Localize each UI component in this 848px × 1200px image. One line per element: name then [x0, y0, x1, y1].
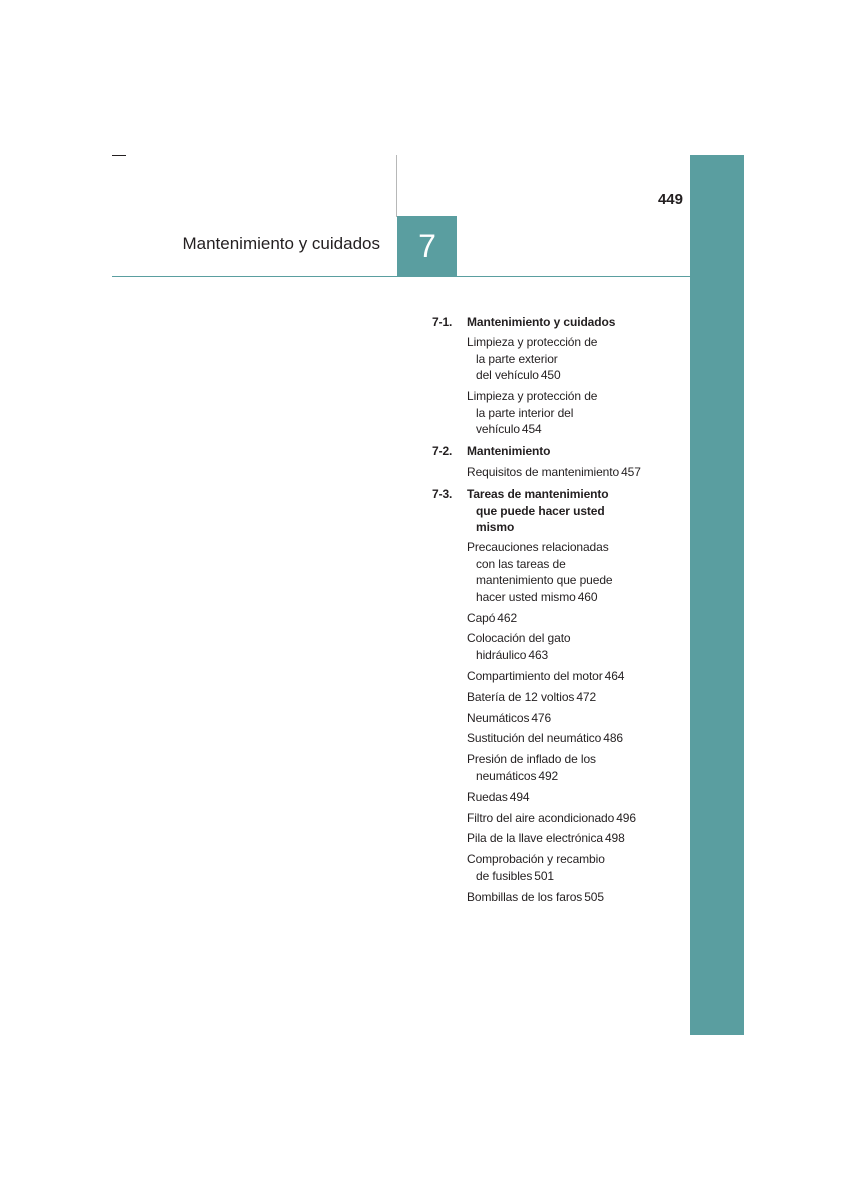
toc-entry-label: Compartimiento del motor [467, 668, 603, 683]
toc-section-title-line: Mantenimiento [467, 444, 551, 459]
toc-entry-last-line [467, 647, 654, 663]
toc-entry-line: mantenimiento que puede [476, 573, 613, 588]
toc-entry-last-line [467, 421, 654, 437]
toc-entry-label: Pila de la llave electrónica [467, 831, 603, 846]
toc-entry[interactable] [467, 630, 654, 663]
toc-entry[interactable] [467, 388, 654, 437]
toc-entry-page: 454 [521, 421, 542, 436]
toc-entry[interactable] [467, 830, 654, 846]
toc-entry[interactable] [467, 464, 654, 480]
toc-entry-last-line [467, 589, 654, 605]
toc-entry-last-line [467, 464, 654, 480]
toc-entry[interactable] [467, 789, 654, 805]
page-number: 449 [657, 191, 683, 208]
chapter-title: Mantenimiento y cuidados [182, 234, 380, 253]
toc-entry-label: Filtro del aire acondicionado [467, 810, 615, 825]
toc-entry-label: Requisitos de mantenimiento [467, 464, 620, 479]
toc-entry[interactable] [467, 334, 654, 383]
toc-entry-label: hidráulico [476, 647, 527, 662]
toc-entry-line: Presión de inflado de los [467, 752, 596, 767]
toc-entry-label: Neumáticos [467, 710, 530, 725]
toc-section-title-line: mismo [476, 519, 515, 534]
toc-entry-line: Comprobación y recambio [467, 852, 605, 867]
toc-section-title-line: Mantenimiento y cuidados [467, 315, 616, 329]
toc-section-heading [432, 443, 654, 459]
header-rule [112, 276, 690, 277]
toc-entry[interactable] [467, 710, 654, 726]
toc-entry-page: 460 [577, 589, 598, 604]
toc-section-heading [432, 486, 654, 535]
toc-entry-label: Capó [467, 610, 496, 625]
toc-section-title [467, 443, 654, 459]
toc-section-number: 7-3. [432, 487, 453, 502]
toc-entry-label: Batería de 12 voltios [467, 689, 575, 704]
toc-entry-line: Colocación del gato [467, 631, 571, 646]
toc-entry-label: vehículo [476, 421, 520, 436]
toc-entry-page: 496 [616, 810, 636, 825]
toc-entry[interactable] [467, 610, 654, 626]
toc-entry-last-line [467, 689, 654, 705]
toc-entry-page: 486 [603, 731, 623, 746]
toc-entry-page: 457 [621, 464, 641, 479]
toc-section-number: 7-1. [432, 315, 453, 329]
chapter-side-tab [690, 155, 744, 1035]
toc-entry[interactable] [467, 689, 654, 705]
toc-entry[interactable] [467, 751, 654, 784]
toc-entry-page: 464 [604, 668, 625, 683]
toc-entry-last-line [467, 810, 654, 826]
toc-entry-page: 498 [604, 831, 625, 846]
toc-section-title-line: Tareas de mantenimiento [467, 487, 609, 502]
toc-entry-line: la parte exterior [476, 351, 558, 366]
toc-section-heading [432, 314, 654, 330]
toc-entry-last-line [467, 730, 654, 746]
table-of-contents [432, 314, 654, 910]
toc-entry-line: con las tareas de [476, 556, 566, 571]
toc-entry-label: Bombillas de los faros [467, 889, 583, 904]
toc-section-title [467, 486, 654, 535]
toc-entry-last-line [467, 868, 654, 884]
toc-entry-page: 472 [576, 689, 597, 704]
toc-entry-line: Limpieza y protección de [467, 335, 598, 350]
toc-section-title [467, 314, 654, 330]
toc-entry-page: 494 [509, 789, 530, 804]
toc-entry-label: de fusibles [476, 868, 533, 883]
toc-entry-page: 476 [531, 710, 552, 725]
toc-entry-line: Limpieza y protección de [467, 389, 598, 404]
toc-entry-last-line [467, 768, 654, 784]
toc-entry-last-line [467, 710, 654, 726]
toc-entry[interactable] [467, 889, 654, 905]
toc-entry-label: Ruedas [467, 789, 508, 804]
toc-entry-page: 505 [584, 889, 604, 904]
toc-entry-page: 450 [540, 368, 561, 383]
toc-entry-last-line [467, 668, 654, 684]
toc-entry-label: neumáticos [476, 768, 537, 783]
crop-mark-top-left [112, 155, 126, 156]
toc-entry-page: 492 [538, 768, 559, 783]
chapter-number-box [397, 216, 457, 276]
toc-entry[interactable] [467, 810, 654, 826]
toc-entry-page: 462 [497, 610, 518, 625]
toc-entry-page: 501 [534, 868, 555, 883]
toc-entry[interactable] [467, 730, 654, 746]
toc-entry-line: la parte interior del [476, 405, 574, 420]
toc-section-title-line: que puede hacer usted [476, 503, 605, 518]
toc-entry-label: Sustitución del neumático [467, 731, 602, 746]
toc-entry[interactable] [467, 851, 654, 884]
toc-entry-label: hacer usted mismo [476, 589, 576, 604]
toc-entry-last-line [467, 367, 654, 383]
toc-entry-line: Precauciones relacionadas [467, 540, 609, 555]
toc-entry[interactable] [467, 668, 654, 684]
toc-entry-label: del vehículo [476, 368, 539, 383]
toc-entry-last-line [467, 610, 654, 626]
toc-entry-last-line [467, 830, 654, 846]
chapter-number: 7 [418, 227, 436, 264]
toc-entry-page: 463 [528, 647, 549, 662]
toc-section-number: 7-2. [432, 444, 453, 459]
toc-entry-last-line [467, 789, 654, 805]
header-divider [396, 155, 397, 217]
toc-entry[interactable] [467, 539, 654, 605]
toc-entry-last-line [467, 889, 654, 905]
